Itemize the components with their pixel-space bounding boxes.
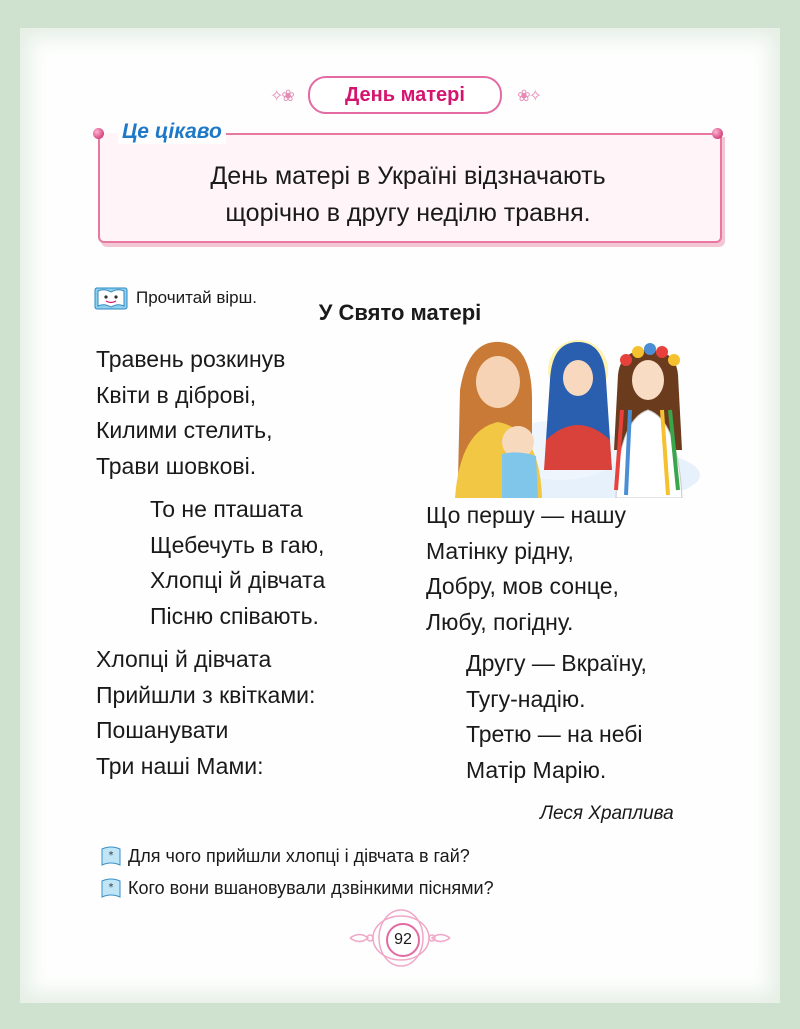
mothers-illustration [450, 330, 710, 498]
section-title: День матері [308, 76, 502, 114]
page-footer [340, 905, 460, 975]
info-box-title: Це цікаво [118, 120, 226, 144]
bead-icon [93, 128, 104, 139]
question-1: * Для чого прийшли хлопці і дівчата в гай? [100, 845, 470, 867]
poem-line: Другу — Вкраїну, [466, 650, 647, 676]
poem-line: Третю — на небі [466, 721, 643, 747]
poem-line: Квіти в діброві, [96, 381, 257, 408]
poem-line: Любу, погідну. [426, 608, 574, 635]
poem-line: Три наші Мами: [96, 752, 264, 779]
girl-figure [614, 343, 682, 498]
poem-line: Добру, мов сонце, [426, 573, 619, 599]
poem-line: Хлопці й дівчата [150, 567, 326, 593]
poem-line: Матір Марію. [466, 756, 607, 783]
poem-line: Що першу — нашу [426, 502, 626, 528]
svg-text:*: * [108, 850, 114, 861]
poem-line: Щебечуть в гаю, [150, 531, 325, 558]
ornament-icon: ✧❀ [270, 88, 293, 105]
poem-stanza-2 [150, 492, 325, 634]
question-mark-icon [100, 877, 122, 899]
instruction-text: Прочитай вірш. [136, 288, 258, 307]
poem-stanza-4 [426, 498, 626, 640]
bead-icon [712, 128, 723, 139]
info-box-top-border [200, 133, 715, 135]
poem-line: Трави шовкові. [96, 452, 257, 479]
poem-line: Хлопці й дівчата [96, 646, 272, 672]
poem-title: У Свято матері [318, 300, 482, 325]
ornament-icon: ❀✧ [517, 88, 540, 105]
poem-author: Леся Храплива [540, 803, 674, 824]
question-2: * Кого вони вшановували дзвінкими піснями? [100, 877, 494, 899]
poem-line: Пісню співають. [150, 602, 319, 629]
mother-figure [455, 342, 542, 498]
poem-stanza-3 [96, 642, 315, 784]
info-box-text: День матері в Україні відзначають щорічно в другу неділю травня. [210, 162, 606, 227]
poem-line: Травень розкинув [96, 346, 286, 372]
poem-line: Пошанувати [96, 717, 229, 743]
page-number: 92 [386, 923, 420, 957]
svg-text:*: * [108, 882, 114, 893]
poem-stanza-5 [466, 646, 647, 788]
poem-line: Прийшли з квітками: [96, 681, 316, 708]
poem-line: Килими стелить, [96, 417, 273, 443]
section-header [270, 72, 540, 118]
poem-stanza-1 [96, 342, 285, 484]
poem-line: То не пташата [150, 496, 303, 522]
mary-figure [544, 340, 612, 470]
poem-line: Тугу-надію. [466, 685, 586, 712]
question-mark-icon [100, 845, 122, 867]
poem-line: Матінку рідну, [426, 537, 574, 564]
